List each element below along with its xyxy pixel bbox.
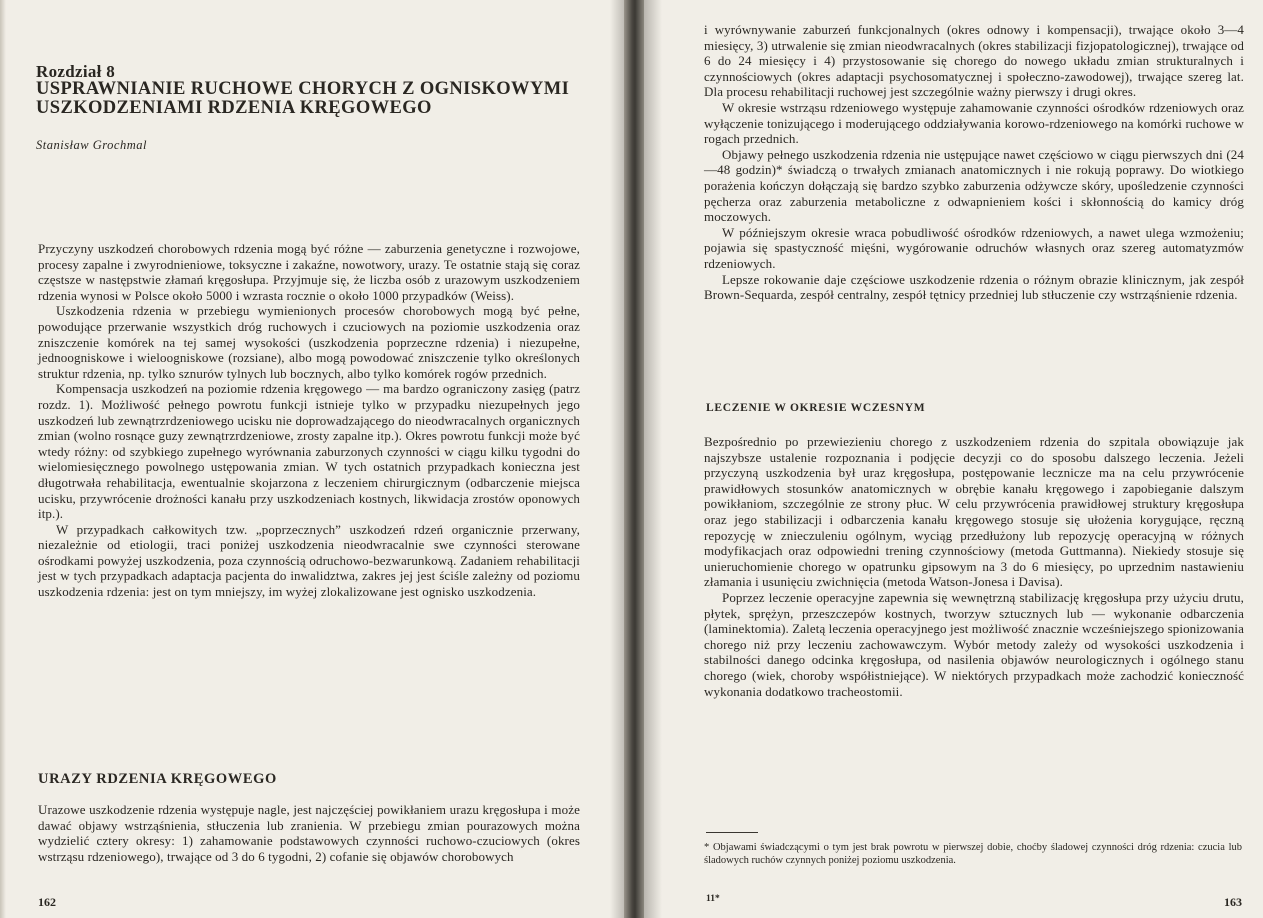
page-number-right: 163 [1224, 895, 1242, 909]
paragraph: Urazowe uszkodzenie rdzenia występuje nagle, jest najczęściej powikłaniem urazu kręgosłupa i może dawać objawy wstrząśnienia, stłuczenia lub zranienia. W przebiegu zmian pourazowych można wydzielić cztery okresy: 1) zahamowanie podstawowych czynności ruchowo-czuciowych (okres wstrząsu rdzeniowego), trwające od 3 do 6 tygodni, 2) cofanie się objawów chorobowych [38, 802, 580, 864]
leczenie-text [704, 434, 1244, 699]
chapter-label: Rozdział 8 [36, 62, 116, 81]
paragraph: W późniejszym okresie wraca pobudliwość ośrodków rdzeniowych, a nawet ulega wzmożeniu; pojawia się spastyczność mięśni, wygórowanie odruchów własnych oraz szereg automatyzmów rdzeniowych. [704, 224, 1244, 271]
section-heading-leczenie: LECZENIE W OKRESIE WCZESNYM [706, 402, 926, 414]
paragraph: Objawy pełnego uszkodzenia rdzenia nie ustępujące nawet częściowo w ciągu pierwszych dni (24—48 godzin)* świadczą o trwałych zmianach anatomicznych i nie rokują poprawy. Do wiotkiego porażenia kończyn dołączają się bardzo szybko zaburzenia odżywcze skóry, upośledzenie czynności pęcherza oraz zaburzenia metaboliczne z odwapnieniem kości i skłonnością do kamicy dróg moczowych. [704, 146, 1244, 225]
section-heading-urazy: URAZY RDZENIA KRĘGOWEGO [38, 771, 277, 787]
paragraph: Przyczyny uszkodzeń chorobowych rdzenia mogą być różne — zaburzenia genetyczne i rozwojowe, procesy zapalne i zwyrodnieniowe, toksyczne i zakaźne, nowotwory, urazy. Te ostatnie stają się coraz częstsze w następstwie złamań kręgosłupa. Przyjmuje się, że liczba osób z urazowym uszkodzeniem rdzenia wynosi w Polsce około 5000 i wzrasta rocznie o około 1000 przypadków (Weiss). [38, 241, 580, 303]
paragraph: W przypadkach całkowitych tzw. „poprzecznych” uszkodzeń rdzeń organicznie przerwany, niezależnie od etiologii, traci poniżej uszkodzenia nieodwracalnie swe czynności sterowane ośrodkami powyżej uszkodzenia, poza czynnością odruchowo-bezwarunkową. Zadaniem rehabilitacji jest w tych przypadkach adaptacja pacjenta do inwalidztwa, zakres jej jest ściśle zależny od poziomu uszkodzenia rdzenia: jest on tym mniejszy, im wyżej zlokalizowane jest ognisko uszkodzenia. [38, 521, 580, 600]
footnote: * Objawami świadczącymi o tym jest brak powrotu w pierwszej dobie, choćby śladowej czynności dróg rdzenia: czucia lub śladowych ruchów czynnych poniżej poziomu uszkodzenia. [704, 842, 1242, 866]
book-gutter [624, 0, 644, 918]
urazy-text [38, 802, 580, 864]
chapter-title-line-2: USZKODZENIAMI RDZENIA KRĘGOWEGO [36, 98, 432, 118]
paragraph: Bezpośrednio po przewiezieniu chorego z uszkodzeniem rdzenia do szpitala obowiązuje jak najszybsze ustalenie rozpoznania i podjęcie decyzji co do sposobu dalszego leczenia. Jeżeli przyczyną uszkodzenia był uraz kręgosłupa, postępowanie lecznicze ma na celu przywrócenie prawidłowych stosunków anatomicznych w obrębie kanału kręgowego i zapobieganie dalszym powikłaniom, szczególnie ze strony płuc. W celu przywrócenia prawidłowej struktury kręgosłupa oraz jego stabilizacji i odbarczenia kanału kręgowego stosuje się ułożenia korygujące, ręczną repozycję w znieczuleniu ogólnym, wyciąg przedłużony lub repozycję operacyjną w różnych modyfikacjach oraz odpowiedni trening czynnościowy (metoda Guttmanna). Niekiedy stosuje się unieruchomienie chorego w opatrunku gipsowym na 3 do 6 miesięcy, po uprzednim nastawieniu złamania i usunięciu zwichnięcia (metoda Watson-Jonesa i Davisa). [704, 434, 1244, 590]
footnote-divider [706, 832, 758, 833]
gutter-shadow [644, 0, 662, 918]
signature-mark: 11* [706, 894, 720, 904]
author-name: Stanisław Grochmal [36, 138, 147, 152]
chapter-title [36, 80, 596, 118]
page-edge [0, 0, 6, 918]
paragraph: Kompensacja uszkodzeń na poziomie rdzenia kręgowego — ma bardzo ograniczony zasięg (patrz rozdz. 1). Możliwość pełnego powrotu funkcji istnieje tylko w przypadku niezupełnych jego uszkodzeń lub zewnątrzrdzeniowego ucisku nie doprowadzającego do nieodwracalnych organicznych zmian (wolno rosnące guzy zewnątrzrdzeniowe, zrosty zapalne itp.). Okres powrotu funkcji może być wtedy różny: od szybkiego zupełnego wyrównania zaburzonych czynności w ciągu kilku tygodni do wielomiesięcznego powolnego ustępowania zmian. W tych ostatnich przypadkach konieczna jest długotrwała rehabilitacja, ewentualnie skojarzona z leczeniem chirurgicznym (odbarczenie miejsca ucisku, przywrócenie drożności kanału przy uszkodzeniach kostnych, likwidacja zrostów oponowych itp.). [38, 381, 580, 522]
paragraph: Uszkodzenia rdzenia w przebiegu wymienionych procesów chorobowych mogą być pełne, powodujące przerwanie wszystkich dróg ruchowych i czuciowych na poziomie uszkodzenia oraz zniszczenie komórek na tej samej wysokości (uszkodzenia poprzeczne rdzenia) i niezupełne, jednoogniskowe i wieloogniskowe (rozsiane), albo mogą powodować zniszczenie tylko określonych struktur rdzenia, np. tylko sznurów tylnych lub bocznych, albo tylko komórek rogów przednich. [38, 303, 580, 381]
page-number-left: 162 [38, 895, 56, 909]
chapter-title-line-1: USPRAWNIANIE RUCHOWE CHORYCH Z OGNISKOWYMI [36, 79, 570, 99]
right-page [644, 0, 1263, 918]
continued-text [704, 22, 1244, 303]
intro-text [38, 241, 580, 600]
left-page [0, 0, 624, 918]
paragraph: i wyrównywanie zaburzeń funkcjonalnych (okres odnowy i kompensacji), trwające około 3—4 miesięcy, 3) utrwalenie się zmian nieodwracalnych (okres stabilizacji fizjopatologicznej), trwające od 6 do 24 miesięcy i 4) przystosowanie się chorego do nowego układu zmian strukturalnych i czynnościowych (okres adaptacji psychosomatycznej i społeczno-zawodowej), trwające szereg lat. Dla procesu rehabilitacji ruchowej jest szczególnie ważny pierwszy i drugi okres. [704, 22, 1244, 100]
paragraph: W okresie wstrząsu rdzeniowego występuje zahamowanie czynności ośrodków rdzeniowych oraz wyłączenie tonizującego i moderującego oddziaływania korowo-rdzeniowego na komórki ruchowe w rogach przednich. [704, 99, 1244, 147]
paragraph: Poprzez leczenie operacyjne zapewnia się wewnętrzną stabilizację kręgosłupa przy użyciu drutu, płytek, sprężyn, przeszczepów kostnych, tworzyw sztucznych lub — wykonanie odbarczenia (laminektomia). Zaletą leczenia operacyjnego jest możliwość znacznie wcześniejszego spionizowania chorego niż przy leczeniu zachowawczym. Wybór metody zależy od wysokości uszkodzenia i stabilności danego odcinka kręgosłupa, od nasilenia objawów neurologicznych i ogólnego stanu chorego (wiek, choroby współistniejące). W niektórych przypadkach może zachodzić konieczność wykonania dodatkowo tracheostomii. [704, 589, 1244, 699]
gutter-shadow [610, 0, 624, 918]
paragraph: Lepsze rokowanie daje częściowe uszkodzenie rdzenia o różnym obrazie klinicznym, jak zespół Brown-Sequarda, zespół centralny, zespół tętnicy przedniej lub stłuczenie czy wstrząśnienie rdzenia. [704, 271, 1244, 303]
